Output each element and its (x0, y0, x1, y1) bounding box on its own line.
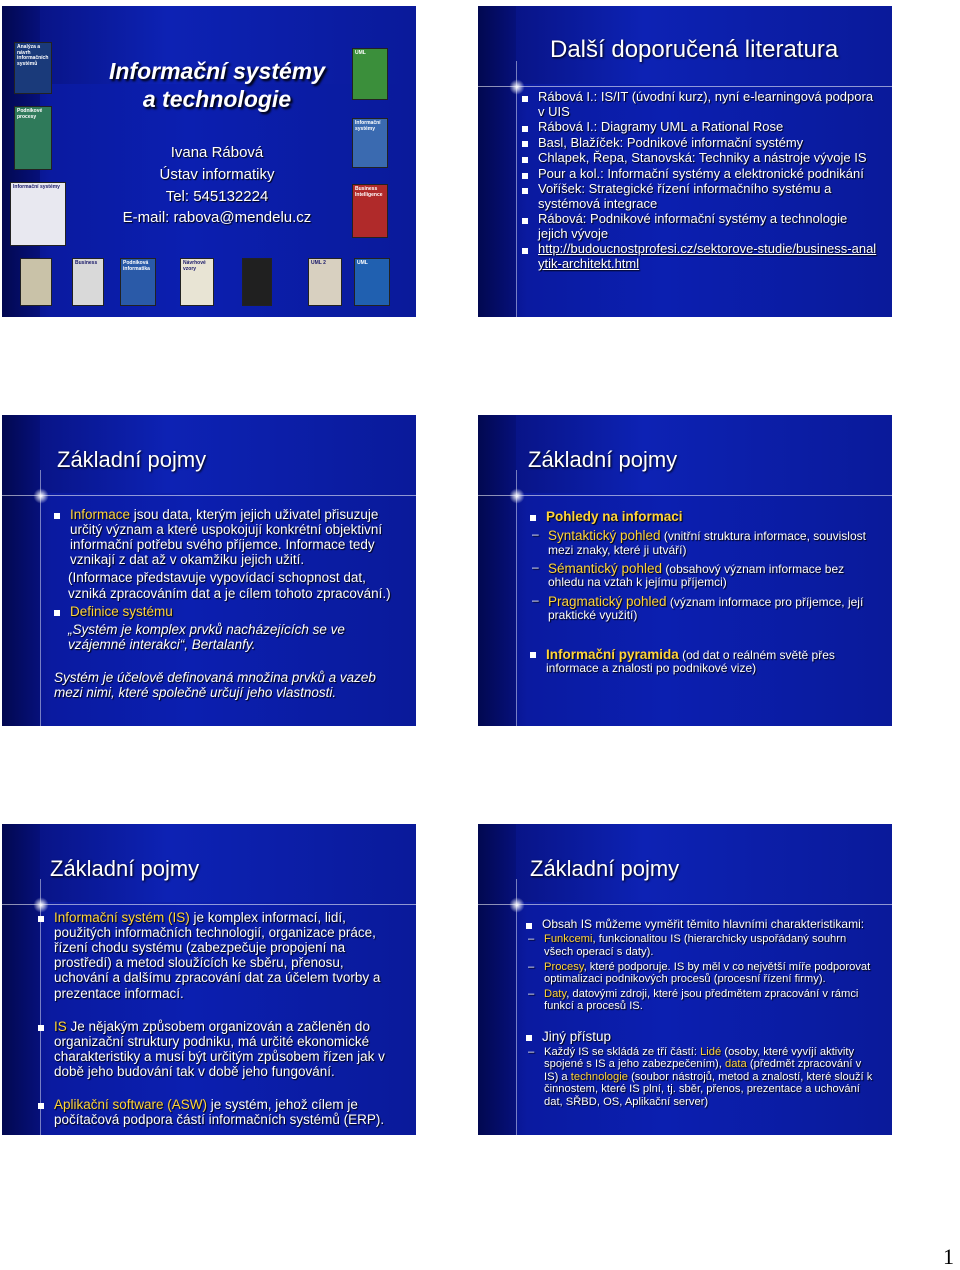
slide-title (2, 6, 416, 317)
slide-divider (478, 495, 892, 496)
book-cover: Návrhové vzory (180, 258, 214, 306)
link-budoucnostprofesi[interactable]: http://budoucnostprofesi.cz/sektorove-studie/business-analytik-architekt.html (522, 242, 878, 271)
sub-text: , funkcionalitou IS (hierarchicky uspořádaný souhrn všech operací s daty). (544, 933, 847, 958)
list-item: Chlapek, Řepa, Stanovská: Techniky a nástroje vývoje IS (522, 151, 878, 166)
slide-left-band (478, 824, 516, 1135)
book-cover: UML 2 (308, 258, 342, 306)
list-item: Rábová I.: IS/IT (úvodní kurz), nyní e-learningová podpora v UIS (522, 90, 878, 119)
sub-text: (vnitřní struktura informace, souvislost mezi znaky, které ji utváří) (548, 529, 866, 557)
sub-text: (obsahový význam informace bez ohledu na vztah k jejímu příjemci) (548, 561, 845, 590)
slide-divider (2, 495, 416, 496)
literature-list (522, 90, 878, 272)
bullet-information-system (38, 910, 402, 1001)
sub-pragmatic (530, 594, 878, 623)
term-pyramid: Informační pyramida (546, 646, 679, 662)
presentation-title (72, 58, 362, 113)
term-pragmatic: Pragmatický pohled (548, 593, 667, 609)
author-info (92, 142, 342, 229)
term-data-part: data (724, 1058, 747, 1071)
slide-content (54, 507, 402, 700)
author-name: Ivana Rábová (170, 144, 264, 161)
sub-text: (soubor nástrojů, metod a znalostí, které slouží k činnostem, které IS plní, tj. sběr, přenos, prezentace a uchování dat, SŘBD, OS, Aplikační server) (544, 1070, 873, 1109)
sub-data (526, 988, 878, 1013)
term-data: Daty (544, 987, 567, 1000)
sub-text: (předmět zpracování v IS) a (544, 1058, 862, 1083)
slide-left-band (2, 824, 40, 1135)
book-cover: Podnikové procesy (14, 106, 52, 170)
list-item: Rábová I.: Diagramy UML a Rational Rose (522, 120, 878, 135)
sub-text: , datovými zdroji, které jsou předmětem zpracování v rámci funkcí a procesů IS. (544, 987, 859, 1013)
sparkle-icon (32, 487, 50, 505)
slide-left-band (478, 6, 516, 317)
slide-content (526, 918, 878, 1109)
bullet-system-definition (54, 604, 402, 619)
book-cover (20, 258, 52, 306)
slide-title: Další doporučená literatura (550, 36, 839, 63)
term-technology: technologie (570, 1070, 628, 1083)
term-semantic: Sémantický pohled (548, 560, 663, 576)
term-functions: Funkcemi (544, 933, 593, 946)
term-processes: Procesy (544, 960, 584, 973)
bullet-text: je systém, jehož cílem je počítačová podpora částí informačních systémů (ERP). (54, 1097, 385, 1128)
book-cover: Informační systémy (352, 118, 388, 168)
information-note: (Informace představuje vypovídací schopnost dat, vzniká zpracováním dat a je cílem tohoto zpracování.) (68, 570, 391, 601)
slide-title: Základní pojmy (57, 447, 207, 472)
sparkle-icon (508, 896, 526, 914)
slide-divider (478, 904, 892, 905)
term-application-software: Aplikační software (ASW) (54, 1097, 208, 1113)
list-item: Rábová: Podnikové informační systémy a technologie jejich vývoje (522, 212, 878, 241)
slide-title: Základní pojmy (528, 447, 678, 472)
bullet-text: jsou data, kterým jejich uživatel přisuzuje určitý význam a které uspokojují konkrétní objektivní informační potřebu svého příjemce. Informace tedy vznikají z dat až v okamžiku jejich užití. (70, 507, 383, 568)
book-cover: Podniková informatika (120, 258, 156, 306)
page-number: 1 (943, 1244, 954, 1269)
sub-three-parts (526, 1046, 878, 1109)
slide-basic-terms-2 (478, 415, 892, 726)
department: Ústav informatiky (159, 165, 275, 183)
book-cover: UML (354, 258, 390, 306)
term-system-definition: Definice systému (70, 603, 173, 619)
slide-left-band (2, 415, 40, 726)
bullet-is-content: Obsah IS můžeme vyměřit těmito hlavními charakteristikami: (526, 918, 878, 931)
list-item: Pour a kol.: Informační systémy a elektronické podnikání (522, 167, 878, 182)
bullet-text: Je nějakým způsobem organizován a začleněn do organizační struktury podniku, má určité ekonomické charakteristiky a musí být určitým způsobem řízen jak v době jeho budování tak v době jeho fungování. (54, 1018, 385, 1079)
sparkle-icon (508, 487, 526, 505)
slide-content (530, 509, 878, 676)
book-cover: Informační systémy (10, 182, 66, 246)
slide-title: Základní pojmy (50, 856, 200, 881)
sub-syntactic (530, 528, 878, 557)
bullet-application-software (38, 1097, 402, 1127)
sub-functions (526, 933, 878, 958)
sub-processes (526, 961, 878, 986)
bullet-text: (od dat o reálném světě přes informace a znalosti po podnikové vize) (546, 647, 835, 676)
bullet-pyramid (530, 647, 878, 676)
slide-basic-terms-3 (2, 824, 416, 1135)
sub-semantic (530, 561, 878, 590)
title-line-1: Informační systémy (108, 58, 326, 84)
slide-vertical-divider (516, 879, 517, 1135)
slide-vertical-divider (40, 470, 41, 726)
term-is: IS (54, 1018, 67, 1034)
slide-vertical-divider (516, 470, 517, 726)
email: E-mail: rabova@mendelu.cz (122, 209, 312, 227)
term-information: Informace (70, 507, 131, 522)
sub-text: (osoby, které vyvíjí aktivity spojené s IS a jeho zabezpečením), (544, 1045, 855, 1071)
slide-vertical-divider (516, 61, 517, 317)
system-quote: „Systém je komplex prvků nacházejících se ve vzájemné interakci“, Bertalanfy. (68, 621, 345, 652)
bullet-text: je komplex informací, lidí, použitých informačních technologií, organizace práce, řízení chodu systému (zabezpečuje propojení na prostředí) a metod sloužících ke sběru, přenosu, uchování a dalšímu zpracování dat za účelem tvorby a prezentace informací. (54, 910, 381, 1001)
bullet-information (54, 507, 402, 567)
phone: Tel: 545132224 (165, 187, 269, 205)
bullet-is (38, 1019, 402, 1079)
book-cover: Business (72, 258, 104, 306)
slide-basic-terms-1 (2, 415, 416, 726)
sub-text: , které podporuje. IS by měl v co největší míře podporovat optimalizaci podnikových procesů (procesní řízení firmy). (544, 960, 871, 986)
title-line-2: a technologie (142, 85, 292, 112)
slide-content (38, 910, 402, 1127)
list-item: Voříšek: Strategické řízení informačního systému a systémová integrace (522, 182, 878, 211)
bullet-other-approach: Jiný přístup (526, 1029, 878, 1044)
term-syntactic: Syntaktický pohled (548, 528, 661, 544)
slide-title: Základní pojmy (530, 856, 680, 881)
system-definition: Systém je účelově definovaná množina prvků a vazeb mezi nimi, které společně určují jeho vlastnosti. (54, 669, 376, 701)
slide-left-band (478, 415, 516, 726)
slide-basic-terms-4 (478, 824, 892, 1135)
sub-text: (význam informace pro příjemce, její praktické využití) (548, 594, 864, 623)
term-information-system: Informační systém (IS) (54, 910, 190, 925)
book-cover: Analýza a návrh informačních systémů (14, 42, 52, 94)
sub-text: Každý IS se skládá ze tří částí: (544, 1045, 701, 1058)
list-item: Basl, Blažíček: Podnikové informační systémy (522, 136, 878, 151)
book-cover (242, 258, 272, 306)
bullet-views: Pohledy na informaci (530, 509, 878, 524)
slide-divider (2, 904, 416, 905)
term-people: Lidé (700, 1045, 722, 1058)
slide-divider (478, 86, 892, 87)
book-cover: UML (352, 48, 388, 100)
book-cover: Business Intelligence (352, 184, 388, 238)
slide-literature (478, 6, 892, 317)
